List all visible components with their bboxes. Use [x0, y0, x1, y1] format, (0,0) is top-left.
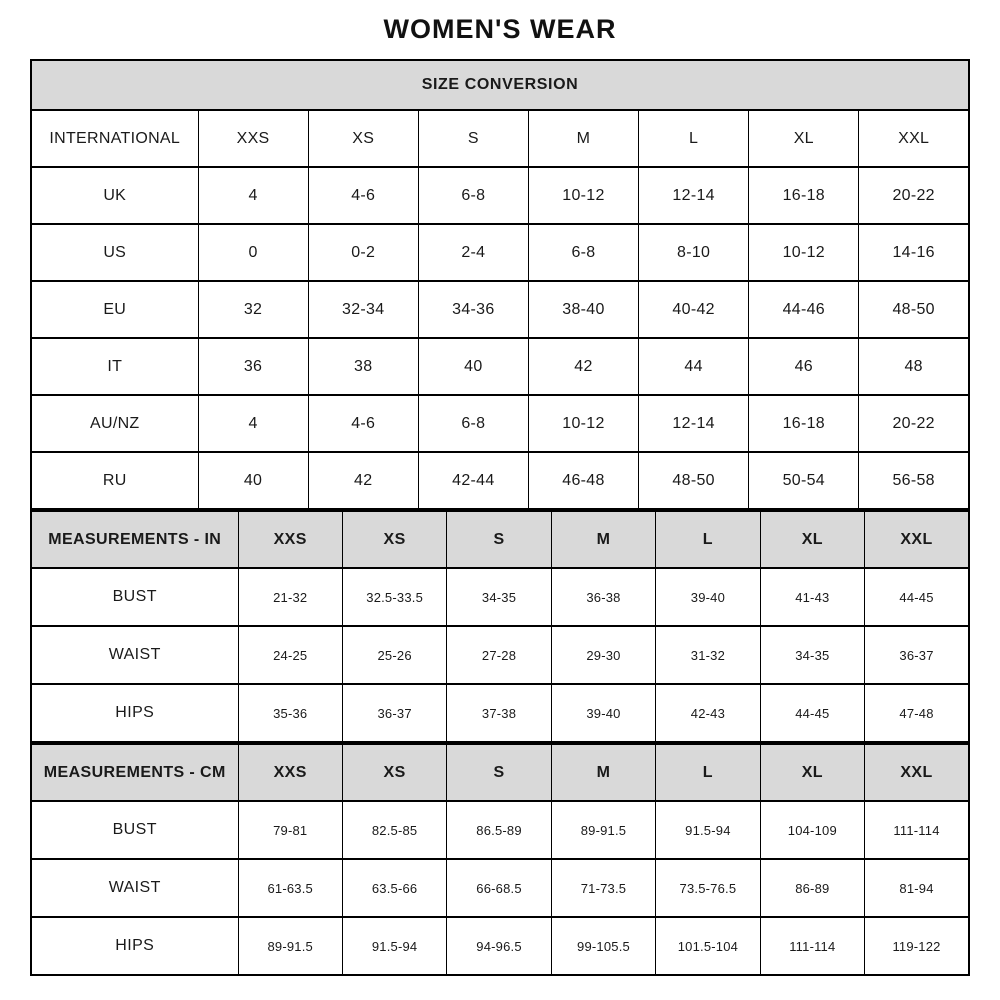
size-conversion-row-it — [31, 338, 969, 395]
size-conversion-row-ru — [31, 452, 969, 509]
size-column-header: XS — [342, 744, 446, 801]
cell-value: 101.5-104 — [656, 917, 760, 975]
row-label: US — [31, 224, 198, 281]
size-column-header: XXL — [865, 744, 969, 801]
cell-value: 4 — [198, 395, 308, 452]
row-label: WAIST — [31, 626, 238, 684]
size-column-header: XXS — [238, 744, 342, 801]
size-column-header: M — [528, 110, 638, 167]
size-column-header: XS — [342, 511, 446, 568]
cell-value: 44-46 — [749, 281, 859, 338]
cell-value: 42-44 — [418, 452, 528, 509]
size-column-header: L — [656, 744, 760, 801]
cell-value: 10-12 — [749, 224, 859, 281]
cell-value: 40-42 — [639, 281, 749, 338]
cell-value: 42 — [308, 452, 418, 509]
cell-value: 47-48 — [865, 684, 969, 742]
cell-value: 34-35 — [760, 626, 864, 684]
size-column-header: L — [656, 511, 760, 568]
cell-value: 39-40 — [551, 684, 655, 742]
cell-value: 104-109 — [760, 801, 864, 859]
size-conversion-body — [31, 110, 969, 509]
cell-value: 86.5-89 — [447, 801, 551, 859]
cell-value: 32-34 — [308, 281, 418, 338]
cell-value: 61-63.5 — [238, 859, 342, 917]
cell-value: 111-114 — [865, 801, 969, 859]
cell-value: 63.5-66 — [342, 859, 446, 917]
cell-value: 46 — [749, 338, 859, 395]
row-label: AU/NZ — [31, 395, 198, 452]
cell-value: 94-96.5 — [447, 917, 551, 975]
cell-value: 20-22 — [859, 167, 969, 224]
cell-value: 31-32 — [656, 626, 760, 684]
cell-value: 29-30 — [551, 626, 655, 684]
cell-value: 73.5-76.5 — [656, 859, 760, 917]
size-conversion-row-uk — [31, 167, 969, 224]
cell-value: 16-18 — [749, 395, 859, 452]
row-label: HIPS — [31, 917, 238, 975]
cell-value: 16-18 — [749, 167, 859, 224]
cell-value: 36-37 — [865, 626, 969, 684]
cell-value: 12-14 — [639, 395, 749, 452]
cell-value: 119-122 — [865, 917, 969, 975]
cell-value: 82.5-85 — [342, 801, 446, 859]
row-label: EU — [31, 281, 198, 338]
size-column-header: XS — [308, 110, 418, 167]
size-conversion-header-label: INTERNATIONAL — [31, 110, 198, 167]
row-label: RU — [31, 452, 198, 509]
measurements-in-header-label: MEASUREMENTS - IN — [31, 511, 238, 568]
measurements-cm-table — [30, 743, 970, 976]
cell-value: 37-38 — [447, 684, 551, 742]
cell-value: 4-6 — [308, 167, 418, 224]
cell-value: 6-8 — [528, 224, 638, 281]
cell-value: 91.5-94 — [656, 801, 760, 859]
size-column-header: XXS — [198, 110, 308, 167]
size-conversion-row-us — [31, 224, 969, 281]
cell-value: 40 — [418, 338, 528, 395]
cell-value: 42-43 — [656, 684, 760, 742]
measurements-in-row-hips — [31, 684, 969, 742]
cell-value: 6-8 — [418, 395, 528, 452]
size-column-header: M — [551, 511, 655, 568]
cell-value: 0 — [198, 224, 308, 281]
cell-value: 42 — [528, 338, 638, 395]
cell-value: 14-16 — [859, 224, 969, 281]
cell-value: 20-22 — [859, 395, 969, 452]
cell-value: 32 — [198, 281, 308, 338]
cell-value: 24-25 — [238, 626, 342, 684]
cell-value: 81-94 — [865, 859, 969, 917]
measurements-cm-row-bust — [31, 801, 969, 859]
size-conversion-row-au-nz — [31, 395, 969, 452]
cell-value: 36 — [198, 338, 308, 395]
cell-value: 86-89 — [760, 859, 864, 917]
measurements-cm-row-hips — [31, 917, 969, 975]
cell-value: 34-36 — [418, 281, 528, 338]
measurements-cm-header-row — [31, 744, 969, 801]
cell-value: 48-50 — [859, 281, 969, 338]
size-column-header: M — [551, 744, 655, 801]
row-label: HIPS — [31, 684, 238, 742]
measurements-cm-row-waist — [31, 859, 969, 917]
size-column-header: XL — [760, 744, 864, 801]
cell-value: 8-10 — [639, 224, 749, 281]
cell-value: 44 — [639, 338, 749, 395]
cell-value: 79-81 — [238, 801, 342, 859]
measurements-in-table — [30, 510, 970, 743]
size-column-header: XL — [760, 511, 864, 568]
cell-value: 50-54 — [749, 452, 859, 509]
size-column-header: L — [639, 110, 749, 167]
measurements-in-header-row — [31, 511, 969, 568]
cell-value: 46-48 — [528, 452, 638, 509]
size-column-header: XXL — [859, 110, 969, 167]
cell-value: 89-91.5 — [238, 917, 342, 975]
cell-value: 10-12 — [528, 395, 638, 452]
cell-value: 111-114 — [760, 917, 864, 975]
cell-value: 32.5-33.5 — [342, 568, 446, 626]
cell-value: 21-32 — [238, 568, 342, 626]
size-column-header: S — [447, 511, 551, 568]
size-conversion-header-row — [31, 110, 969, 167]
cell-value: 56-58 — [859, 452, 969, 509]
cell-value: 89-91.5 — [551, 801, 655, 859]
cell-value: 0-2 — [308, 224, 418, 281]
size-conversion-banner-row — [31, 60, 969, 110]
measurements-in-row-bust — [31, 568, 969, 626]
cell-value: 38-40 — [528, 281, 638, 338]
row-label: BUST — [31, 568, 238, 626]
size-column-header: S — [418, 110, 528, 167]
size-column-header: S — [447, 744, 551, 801]
cell-value: 35-36 — [238, 684, 342, 742]
cell-value: 38 — [308, 338, 418, 395]
page-title: WOMEN'S WEAR — [383, 14, 617, 44]
size-conversion-banner: SIZE CONVERSION — [31, 60, 969, 110]
cell-value: 71-73.5 — [551, 859, 655, 917]
cell-value: 27-28 — [447, 626, 551, 684]
cell-value: 36-37 — [342, 684, 446, 742]
row-label: BUST — [31, 801, 238, 859]
cell-value: 36-38 — [551, 568, 655, 626]
cell-value: 48-50 — [639, 452, 749, 509]
size-conversion-table — [30, 59, 970, 510]
cell-value: 44-45 — [760, 684, 864, 742]
cell-value: 10-12 — [528, 167, 638, 224]
cell-value: 44-45 — [865, 568, 969, 626]
row-label: WAIST — [31, 859, 238, 917]
cell-value: 6-8 — [418, 167, 528, 224]
cell-value: 91.5-94 — [342, 917, 446, 975]
size-column-header: XXS — [238, 511, 342, 568]
size-conversion-row-eu — [31, 281, 969, 338]
cell-value: 48 — [859, 338, 969, 395]
cell-value: 2-4 — [418, 224, 528, 281]
cell-value: 41-43 — [760, 568, 864, 626]
cell-value: 40 — [198, 452, 308, 509]
row-label: UK — [31, 167, 198, 224]
cell-value: 4-6 — [308, 395, 418, 452]
cell-value: 39-40 — [656, 568, 760, 626]
row-label: IT — [31, 338, 198, 395]
measurements-cm-body — [31, 744, 969, 975]
size-column-header: XL — [749, 110, 859, 167]
cell-value: 12-14 — [639, 167, 749, 224]
cell-value: 4 — [198, 167, 308, 224]
size-column-header: XXL — [865, 511, 969, 568]
cell-value: 66-68.5 — [447, 859, 551, 917]
measurements-cm-header-label: MEASUREMENTS - CM — [31, 744, 238, 801]
cell-value: 99-105.5 — [551, 917, 655, 975]
measurements-in-body — [31, 511, 969, 742]
cell-value: 25-26 — [342, 626, 446, 684]
measurements-in-row-waist — [31, 626, 969, 684]
cell-value: 34-35 — [447, 568, 551, 626]
